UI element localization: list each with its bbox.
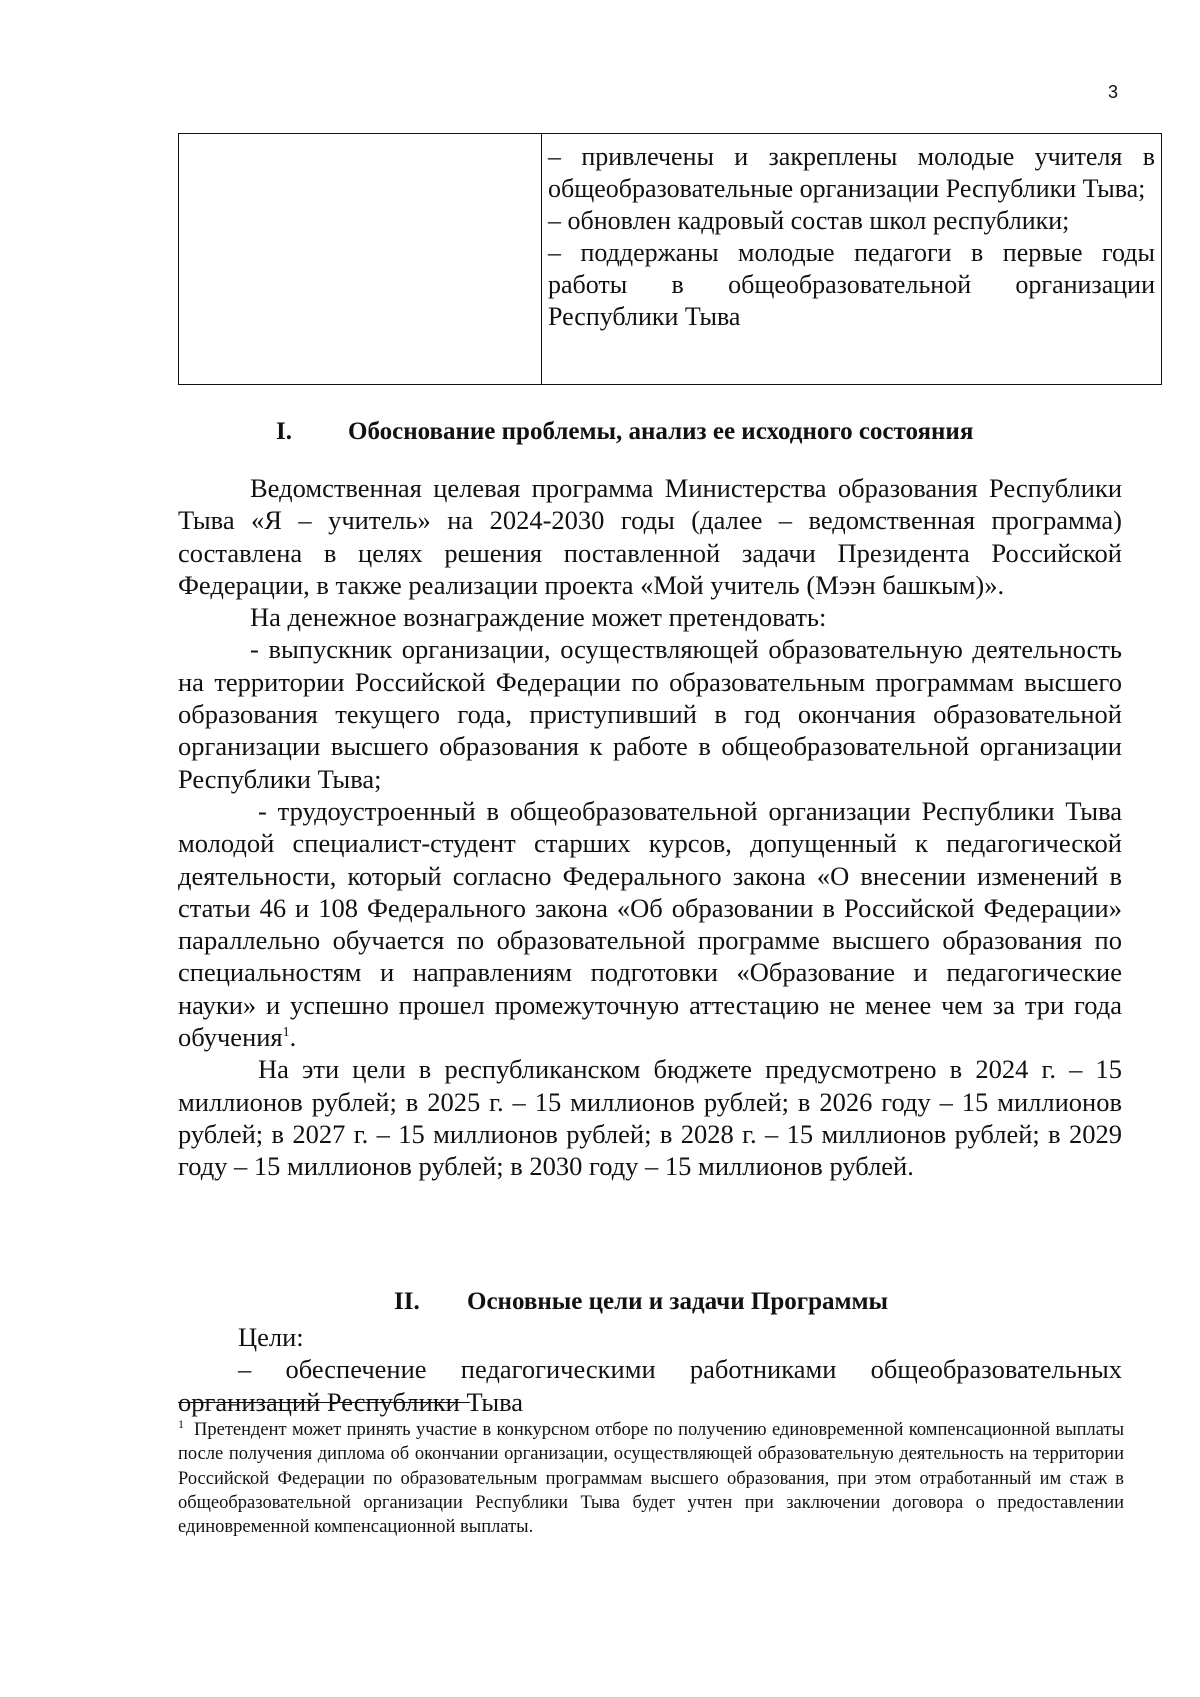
paragraph-eligibility-student: - трудоустроенный в общеобразовательной организации Республики Тыва молодой специалист-студент старших курсов, допущенный к педагогической деятельности, который согласно Федерального закона «О внесении изменений в статьи 46 и 108 Федерального закона «Об образовании в Российской Федерации» параллельно обучается по образовательной программе высшего образования по специальностям и направлениям подготовки «Образование и педагогические науки» и успешно прошел промежуточную аттестацию не менее чем за три года обучения$^1$.: [178, 795, 1122, 1053]
results-table: [178, 133, 1162, 385]
footnote: [178, 1412, 1124, 1540]
section-1-number: I.: [276, 418, 292, 445]
paragraph-budget: На эти цели в республиканском бюджете предусмотрено в 2024 г. – 15 миллионов рублей; в 2025 г. – 15 миллионов рублей; в 2026 году – 15 миллионов рублей; в 2027 г. – 15 миллионов рублей; в 2028 г. – 15 миллионов рублей; в 2029 году – 15 миллионов рублей; в 2030 году – 15 миллионов рублей.: [178, 1054, 1122, 1182]
table-cell-empty: [179, 134, 542, 385]
section-1-body: [178, 472, 1122, 1183]
goal-item-1: – обеспечение педагогическими работниками общеобразовательных организаций Республики Тыва: [178, 1354, 1122, 1417]
section-2-number: II.: [394, 1288, 420, 1315]
paragraph-eligibility-lead: На денежное вознаграждение может претендовать:: [250, 602, 827, 633]
result-item-2: – обновлен кадровый состав школ республики;: [548, 206, 1070, 235]
footnote-mark: 1: [178, 1417, 184, 1431]
footnote-reference: 1: [282, 1025, 290, 1041]
paragraph-eligibility-graduate: - выпускник организации, осуществляющей образовательную деятельность на территории Российской Федерации по образовательным программам высшего образования текущего года, приступивший в год окончания образовательной организации высшего образования к работе в общеобразовательной организации Республики Тыва;: [178, 634, 1122, 794]
result-item-1: – привлечены и закреплены молодые учителя в общеобразовательные организации Республики Тыва;: [548, 142, 1155, 203]
section-2-body: [178, 1321, 1122, 1418]
page-number: 3: [1108, 82, 1119, 102]
footnote-text: Претендент может принять участие в конкурсном отборе по получению единовременной компенсационной выплаты после получения диплома об окончании организации, осуществляющей образовательную деятельность на территории Российской Федерации по образовательным программам высшего образования, при этом отработанный им стаж в общеобразовательной организации Республики Тыва будет учтен при заключении договора о предоставлении единовременной компенсационной выплаты.: [178, 1420, 1124, 1538]
section-2-title: Основные цели и задачи Программы: [467, 1288, 889, 1315]
paragraph-program-intro: Ведомственная целевая программа Министерства образования Республики Тыва «Я – учитель» на 2024-2030 годы (далее – ведомственная программа) составлена в целях решения поставленной задачи Президента Российской Федерации, в также реализации проекта «Мой учитель (Мээн башкым)».: [178, 473, 1122, 600]
section-1-title: Обоснование проблемы, анализ ее исходного состояния: [348, 418, 974, 445]
result-item-3: – поддержаны молодые педагоги в первые годы работы в общеобразовательной организации Республики Тыва: [548, 238, 1155, 331]
paragraph-eligibility-student-text: - трудоустроенный в общеобразовательной организации Республики Тыва молодой специалист-студент старших курсов, допущенный к педагогической деятельности, который согласно Федерального закона «О внесении изменений в статьи 46 и 108 Федерального закона «Об образовании в Российской Федерации» параллельно обучается по образовательной программе высшего образования по специальностям и направлениям подготовки «Образование и педагогические науки» и успешно прошел промежуточную аттестацию не менее чем за три года обучения: [178, 795, 1122, 1053]
goals-label: Цели:: [238, 1322, 304, 1352]
footnote-separator: [178, 1402, 470, 1403]
table-row: [179, 134, 1162, 385]
table-cell-results: [542, 134, 1162, 385]
